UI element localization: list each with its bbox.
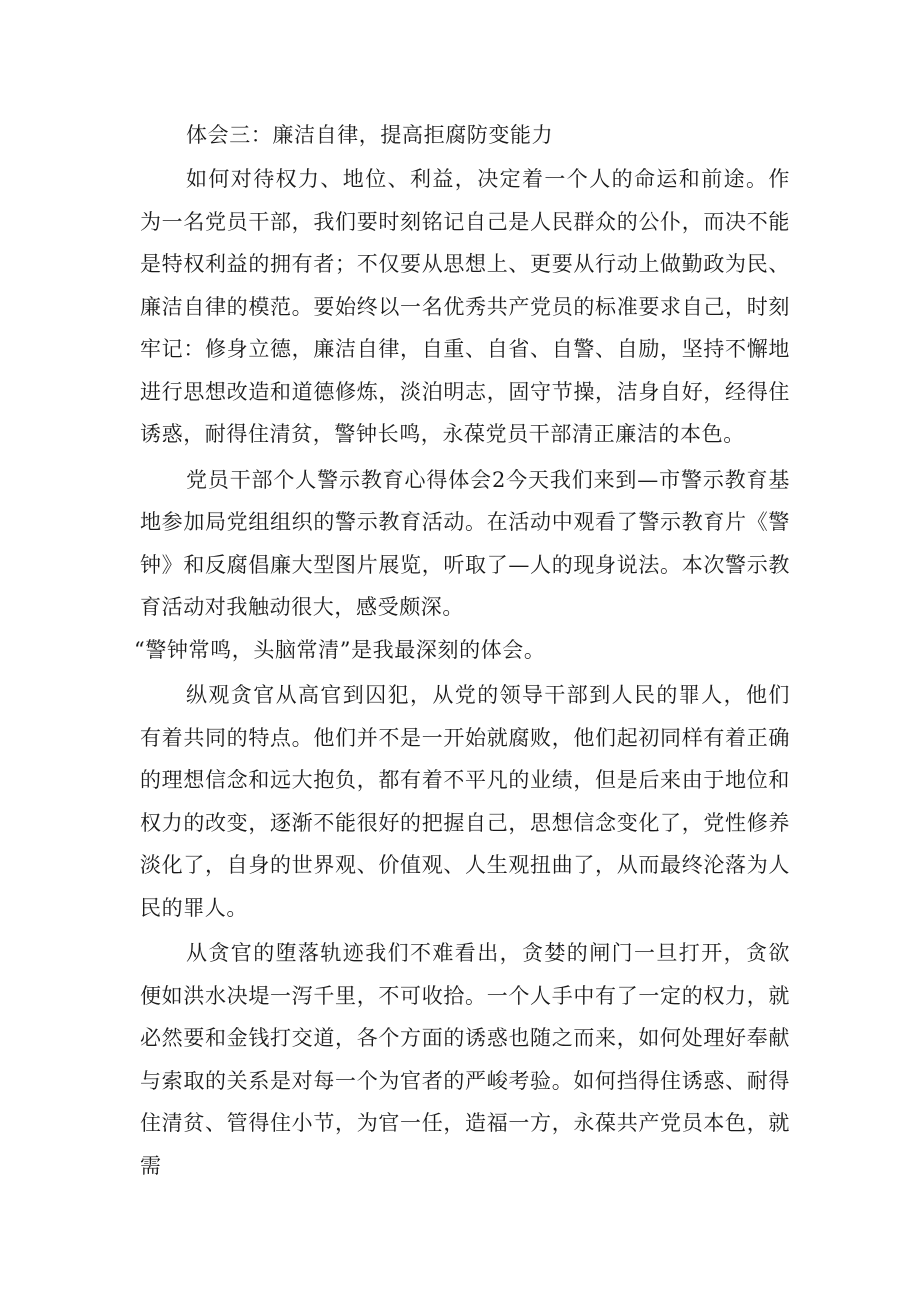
section-heading: 体会三：廉洁自律，提高拒腐防变能力 — [186, 123, 554, 147]
paragraph-warning-visit: 党员干部个人警示教育心得体会2今天我们来到—市警示教育基地参加局党组组织的警示教育活动。在活动中观看了警示教育片《警钟》和反腐倡廉大型图片展览，听取了—人的现身说法。本次警示教育活动对我触动很大，感受颇深。 — [140, 467, 790, 619]
paragraph-quote: “警钟常鸣，头脑常清”是我最深刻的体会。 — [134, 637, 546, 662]
document-body — [134, 112, 790, 1187]
paragraph-corrupt-officials: 纵观贪官从高官到囚犯，从党的领导干部到人民的罪人，他们有着共同的特点。他们并不是一开始就腐败，他们起初同样有着正确的理想信念和远大抱负，都有着不平凡的业绩，但是后来由于地位和权力的改变，逐渐不能很好的把握自己，思想信念变化了，党性修养淡化了，自身的世界观、价值观、人生观扭曲了，从而最终沦落为人民的罪人。 — [140, 683, 790, 920]
paragraph-integrity: 如何对待权力、地位、利益，决定着一个人的命运和前途。作为一名党员干部，我们要时刻铭记自己是人民群众的公仆，而决不能是特权利益的拥有者；不仅要从思想上、更要从行动上做勤政为民、廉洁自律的模范。要始终以一名优秀共产党员的标准要求自己，时刻牢记：修身立德，廉洁自律，自重、自省、自警、自励，坚持不懈地进行思想改造和道德修炼，淡泊明志，固守节操，洁身自好，经得住诱惑，耐得住清贫，警钟长鸣，永葆党员干部清正廉洁的本色。 — [140, 167, 790, 446]
paragraph-greed: 从贪官的堕落轨迹我们不难看出，贪婪的闸门一旦打开，贪欲便如洪水决堤一泻千里，不可收拾。一个人手中有了一定的权力，就必然要和金钱打交道，各个方面的诱惑也随之而来，如何处理好奉献与索取的关系是对每一个为官者的严峻考验。如何挡得住诱惑、耐得住清贫、管得住小节，为官一任，造福一方，永葆共产党员本色，就需 — [140, 941, 790, 1178]
